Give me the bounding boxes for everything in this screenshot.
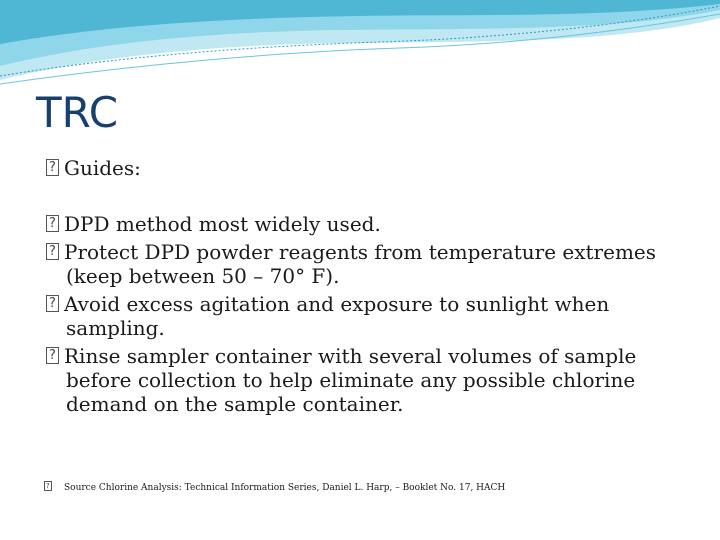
- source-citation: [44, 481, 505, 493]
- bullet-icon: [44, 481, 54, 492]
- bullet-text: Protect DPD powder reagents from temperature extremes: [64, 240, 657, 264]
- bullet-text: Avoid excess agitation and exposure to sunlight when: [64, 292, 610, 316]
- bullet-icon: [44, 346, 62, 366]
- header-wave-decoration: [0, 0, 720, 90]
- bullet-2-continuation: (keep between 50 – 70° F).: [66, 264, 340, 288]
- bullet-2: [44, 240, 656, 264]
- bullet-4-continuation: before collection to help eliminate any possible chlorine: [66, 368, 636, 392]
- bullet-icon: [44, 242, 62, 262]
- heading-bullet: [44, 156, 141, 180]
- bullet-text: DPD method most widely used.: [64, 212, 381, 236]
- heading-text: Guides:: [64, 156, 141, 180]
- bullet-1: [44, 212, 381, 236]
- bullet-icon: [44, 294, 62, 314]
- bullet-4-continuation: demand on the sample container.: [66, 392, 404, 416]
- slide-title: TRC: [36, 88, 119, 137]
- bullet-text: Rinse sampler container with several volumes of sample: [64, 344, 637, 368]
- bullet-icon: [44, 158, 62, 178]
- bullet-4: [44, 344, 636, 368]
- bullet-3-continuation: sampling.: [66, 316, 165, 340]
- bullet-3: [44, 292, 609, 316]
- bullet-icon: [44, 214, 62, 234]
- source-text: Source Chlorine Analysis: Technical Information Series, Daniel L. Harp, – Booklet No. 17, HACH: [64, 483, 506, 493]
